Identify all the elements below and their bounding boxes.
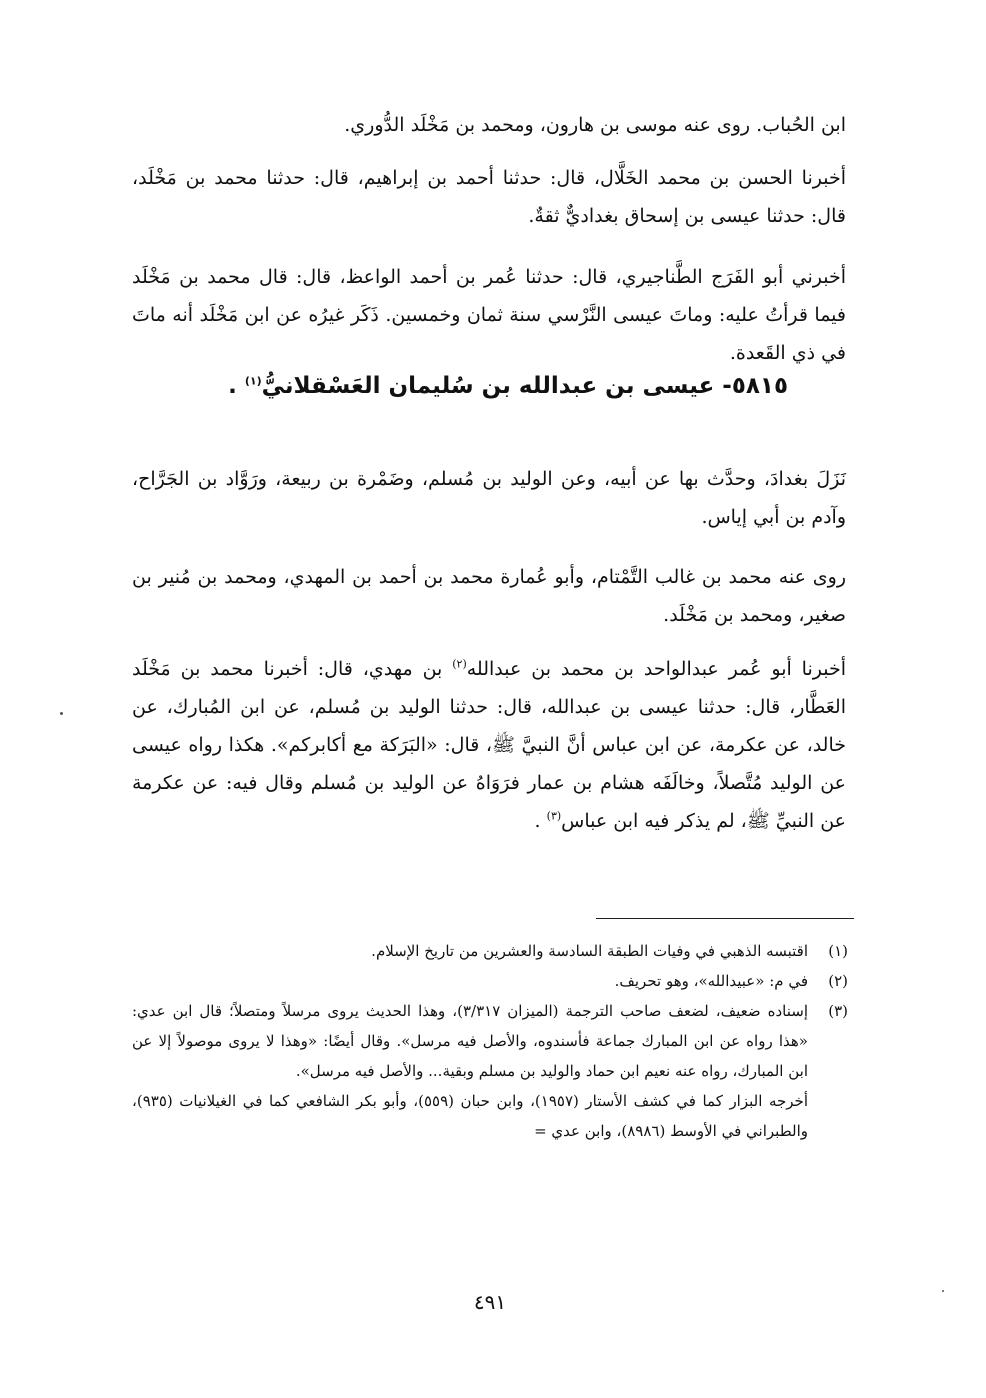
scan-speck bbox=[942, 1290, 944, 1292]
footnote-3 bbox=[132, 996, 848, 1086]
footnote-text: في م: «عبيدالله»، وهو تحريف. bbox=[614, 972, 808, 990]
paragraph-3: أخبرني أبو الفَرَج الطَّناجيري، قال: حدثنا عُمر بن أحمد الواعظ، قال: قال محمد بن مَخْلَد فيما قرأتُ عليه: وماتَ عيسى النَّرْسي سنة ثمان وخمسين. ذَكَر غيرُه عن ابن مَخْلَد أنه ماتَ في ذي القَعدة. bbox=[132, 266, 846, 364]
entry-heading-text: ٥٨١٥- عيسى بن عبدالله بن سُليمان العَسْقلانيُّ bbox=[261, 373, 788, 399]
footnote-text: اقتبسه الذهبي في وفيات الطبقة السادسة والعشرين من تاريخ الإسلام. bbox=[371, 942, 808, 960]
entry-heading bbox=[132, 364, 788, 408]
paragraph-6-end: . bbox=[534, 810, 547, 832]
footnote-number: (٢) bbox=[828, 972, 848, 990]
footnote-separator bbox=[596, 918, 854, 919]
footnote-ref-2: (٢) bbox=[452, 657, 467, 671]
scan-speck bbox=[60, 712, 63, 715]
footnote-ref-3: (٣) bbox=[546, 809, 562, 823]
footnote-1 bbox=[132, 936, 848, 966]
footnote-number: (١) bbox=[828, 942, 848, 960]
footnote-text: إسناده ضعيف، لضعف صاحب الترجمة (الميزان ٣/٣١٧)، وهذا الحديث يروى مرسلاً ومتصلاً؛ قال ابن عدي: «هذا رواه عن ابن المبارك جماعة فأسندوه، والأصل فيه مرسل». وقال أيضًا: «وهذا لا يروى موصولاً إلا عن ابن المبارك، رواه عنه نعيم ابن حماد والوليد بن مسلم وبقية... والأصل فيه مرسل». bbox=[132, 1002, 808, 1080]
footnote-2 bbox=[132, 966, 848, 996]
paragraph-5: روى عنه محمد بن غالب التَّمْتام، وأبو عُمارة محمد بن أحمد بن المهدي، ومحمد بن مُنير بن صغير، ومحمد بن مَخْلَد. bbox=[132, 566, 846, 626]
footnotes bbox=[132, 936, 848, 1146]
page-number: ٤٩١ bbox=[473, 1290, 507, 1314]
entry-heading-end: . bbox=[228, 373, 245, 399]
footnote-3-continuation: أخرجه البزار كما في كشف الأستار (١٩٥٧)، وابن حبان (٥٥٩)، وأبو بكر الشافعي كما في الغيلانيات (٩٣٥)، والطبراني في الأوسط (٨٩٨٦)، وابن عدي = bbox=[132, 1092, 808, 1140]
paragraph-6-part-b: بن مهدي، قال: أخبرنا محمد بن مَخْلَد العَطَّار، قال: حدثنا عيسى بن عبدالله، قال: حدثنا الوليد بن مُسلم، عن ابن المُبارك، عن خالد، عن عكرمة، عن ابن عباس أنَّ النبيَّ ﷺ، قال: «البَرَكة مع أكابركم». هكذا رواه عيسى عن الوليد مُتَّصلاً، وخالَفَه هشام بن عمار فرَوَاهُ عن الوليد بن مُسلم وقال فيه: عن عكرمة عن النبيِّ ﷺ، لم يذكر فيه ابن عباس bbox=[132, 658, 846, 832]
paragraph-4: نَزَلَ بغدادَ، وحدَّث بها عن أبيه، وعن الوليد بن مُسلم، وضَمْرة بن ربيعة، ورَوَّاد بن الجَرَّاح، وآدم بن أبي إياس. bbox=[132, 468, 846, 528]
paragraph-1: ابن الحُباب. روى عنه موسى بن هارون، ومحمد بن مَخْلَد الدُّوري. bbox=[344, 114, 846, 136]
footnote-number: (٣) bbox=[828, 1002, 848, 1020]
footnote-ref-1: (١) bbox=[244, 374, 262, 388]
paragraph-6 bbox=[132, 650, 846, 840]
paragraph-2: أخبرنا الحسن بن محمد الخَلَّال، قال: حدثنا أحمد بن إبراهيم، قال: حدثنا محمد بن مَخْلَد، قال: حدثنا عيسى بن إسحاق بغداديٌّ ثقةٌ. bbox=[132, 167, 846, 227]
paragraph-6-part-a: أخبرنا أبو عُمر عبدالواحد بن محمد بن عبدالله bbox=[466, 658, 846, 680]
